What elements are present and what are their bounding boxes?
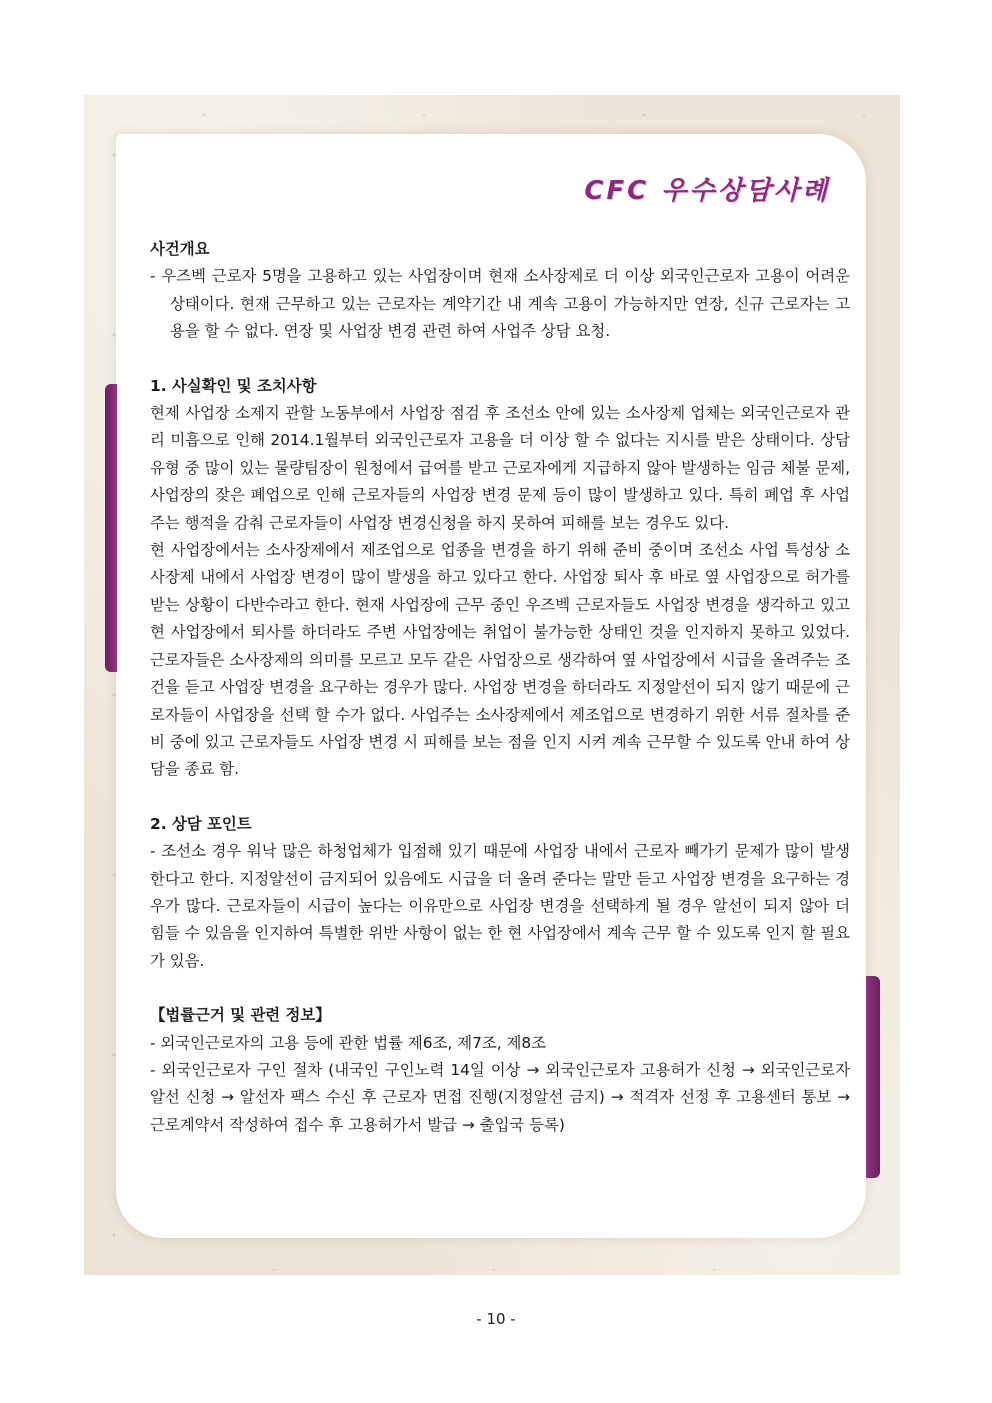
section1-paragraph: 현 사업장에서는 소사장제에서 제조업으로 업종을 변경을 하기 위해 준비 중이며 조선소 사업 특성상 소사장제 내에서 사업장 변경이 많이 발생을 하고 있다고 한다. 사업장 퇴사 후 바로 옆 사업장으로 허가를 받는 상황이 다반수라고 한다. 현재 사업장에 근무 중인 우즈벡 근로자들도 사업장 변경을 생각하고 있고 현 사업장에서 퇴사를 하더라도 주변 사업장에는 취업이 불가능한 상태인 것을 인지하지 못하고 있었다. 근로자들은 소사장제의 의미를 모르고 모두 같은 사업장으로 생각하여 옆 사업장에서 시급을 올려주는 조건을 듣고 사업장 변경을 요구하는 경우가 많다. 사업장 변경을 하더라도 지정알선이 되지 않기 때문에 근로자들이 사업장을 선택 할 수가 없다. 사업주는 소사장제에서 제조업으로 변경하기 위한 서류 절차를 준비 중에 있고 근로자들도 사업장 변경 시 피해를 보는 점을 인지 시켜 계속 근무할 수 있도록 안내 하여 상담을 종료 함. xyxy=(150,541,850,779)
spacer xyxy=(150,346,850,373)
decorative-dash xyxy=(116,156,132,158)
section1-heading: 1. 사실확인 및 조치사항 xyxy=(150,376,317,395)
left-accent-bar xyxy=(105,384,117,672)
overview-heading: 사건개요 xyxy=(150,240,210,258)
section1-paragraph: 현제 사업장 소제지 관할 노동부에서 사업장 점검 후 조선소 안에 있는 소사장제 업체는 외국인근로자 관리 미흡으로 인해 2014.1월부터 외국인근로자 고용을 더 이상 할 수 없다는 지시를 받은 상태이다. 상담 유형 중 많이 있는 물량팀장이 원청에서 급여를 받고 근로자에게 지급하지 않아 발생하는 임금 체불 문제, 사업장의 잦은 폐업으로 인해 근로자들의 사업장 변경 문제 등이 많이 발생하고 있다. 특히 폐업 후 사업주는 행적을 감춰 근로자들이 사업장 변경신청을 하지 못하여 피해를 보는 경우도 있다. xyxy=(150,404,850,532)
section2-text: - 조선소 경우 워낙 많은 하청업체가 입점해 있기 때문에 사업장 내에서 근로자 빼가기 문제가 많이 발생한다고 한다. 지정알선이 금지되어 있음에도 시급을 더 올려 준다는 말만 듣고 사업장 변경을 요구하는 경우가 많다. 근로자들이 시급이 높다는 이유만으로 사업장 변경을 선택하게 될 경우 알선이 되지 않아 더 힘들 수 있음을 인지하여 특별한 위반 사항이 없는 한 현 사업장에서 계속 근무 할 수 있도록 인지 할 필요가 있음. xyxy=(150,842,850,970)
spacer xyxy=(150,784,850,811)
document-body xyxy=(150,236,850,1139)
header-title: CFC 우수상담사례 xyxy=(584,176,830,206)
right-accent-bar xyxy=(866,976,880,1178)
spacer xyxy=(150,975,850,1002)
page-number: - 10 - xyxy=(476,1310,516,1328)
overview-text: - 우즈벡 근로자 5명을 고용하고 있는 사업장이며 현재 소사장제로 더 이상 외국인근로자 고용이 어려운 상태이다. 현재 근무하고 있는 근로자는 계약기간 내 계속 고용이 가능하지만 연장, 신규 근로자는 고용을 할 수 없다. 연장 및 사업장 변경 관련 하여 사업주 상담 요청. xyxy=(150,267,850,341)
section2-heading: 2. 상담 포인트 xyxy=(150,814,252,833)
legal-item: - 외국인근로자의 고용 등에 관한 법률 제6조, 제7조, 제8조 xyxy=(150,1033,547,1052)
legal-item: - 외국인근로자 구인 절차 (내국인 구인노력 14일 이상 → 외국인근로자 고용허가 신청 → 외국인근로자 알선 신청 → 알선자 팩스 수신 후 근로자 면접 진행(지정알선 금지) → 적격자 선정 후 고용센터 통보 → 근로계약서 작성하여 접수 후 고용허가서 발급 → 출입국 등록) xyxy=(150,1060,850,1134)
legal-heading: 【법률근거 및 관련 정보】 xyxy=(150,1006,331,1025)
